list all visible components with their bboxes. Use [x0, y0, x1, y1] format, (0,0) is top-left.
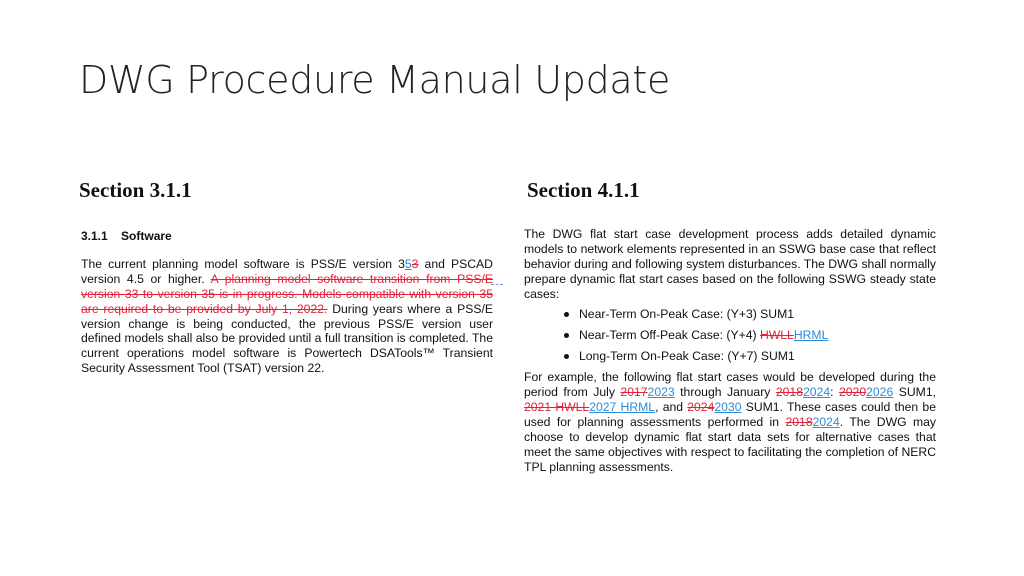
deleted-text: 2021 HWLL — [524, 399, 590, 414]
text-run: : — [830, 385, 839, 400]
subsection-number: 3.1.1 — [81, 229, 108, 243]
section-heading-right: Section 4.1.1 — [527, 178, 640, 202]
comment-anchor-line — [491, 284, 503, 285]
text-run: through January — [674, 385, 776, 400]
deleted-text: 2017 — [620, 385, 648, 400]
right-document-excerpt — [524, 227, 936, 474]
text-run: SUM1. These cases could then be used for planning assessments performed in — [524, 399, 936, 429]
intro-paragraph: The DWG flat start case development process adds detailed dynamic models to network elements represented in an SSWG base case that reflect behavior during and following system disturbances. The DWG shall normally prepare dynamic flat start cases based on the following SSWG steady state cases: — [524, 227, 936, 301]
text-run: , and — [655, 399, 688, 414]
example-paragraph — [524, 370, 936, 474]
deleted-text: HWLL — [759, 327, 794, 342]
left-document-excerpt — [81, 229, 493, 376]
inserted-text: 2026 — [866, 385, 894, 400]
text-run: Near-Term Off-Peak Case: (Y+4) — [579, 327, 760, 342]
inserted-text: 2023 — [647, 385, 675, 400]
section-heading-left: Section 3.1.1 — [79, 178, 192, 202]
list-item: Long-Term On-Peak Case: (Y+7) SUM1 — [579, 349, 936, 364]
subsection-heading — [81, 229, 493, 244]
text-run: During years where a PSS/E version change is being conducted, the previous PSS/E version user defined models shall also be provided until a full transition is completed. The current operations model software is Powertech DSATools™ Transient Security Assessment Tool (TSAT) version 22. — [81, 301, 493, 376]
inserted-text: 2027 HRML — [589, 399, 656, 414]
text-run: SUM1, — [893, 385, 936, 400]
inserted-text: 2024 — [802, 385, 831, 400]
deleted-text: 3 — [411, 256, 419, 271]
software-paragraph — [81, 257, 493, 376]
text-run: . The DWG may choose to develop dynamic flat start data sets for alternative cases that meet the same objectives with respect to facilitating the completion of NERC TPL planning assessments. — [524, 414, 937, 474]
subsection-title: Software — [121, 229, 172, 243]
list-item: Near-Term On-Peak Case: (Y+3) SUM1 — [579, 307, 936, 322]
case-list — [524, 307, 936, 364]
inserted-text: HRML — [793, 327, 829, 342]
deleted-text: 2018 — [775, 385, 803, 400]
inserted-text: 2024 — [812, 414, 840, 429]
inserted-text: 5 — [404, 256, 412, 271]
deleted-text: 2018 — [785, 414, 813, 429]
text-run: The current planning model software is PSS/E version 3 — [81, 256, 405, 271]
inserted-text: 2030 — [714, 399, 742, 414]
deleted-text: 2020 — [839, 385, 867, 400]
list-item — [579, 328, 936, 343]
text-run: For example, the following flat start cases would be developed during the period from July — [524, 370, 936, 400]
deleted-text: 2024 — [687, 399, 715, 414]
deleted-text: A planning model software transition from PSS/E version 33 to version 35 is in progress. Models compatible with version 35 are required to be provided by July 1, 2022. — [81, 271, 494, 316]
text-run: and PSCAD version 4.5 or higher. — [81, 256, 493, 286]
slide-title: DWG Procedure Manual Update — [79, 58, 671, 102]
